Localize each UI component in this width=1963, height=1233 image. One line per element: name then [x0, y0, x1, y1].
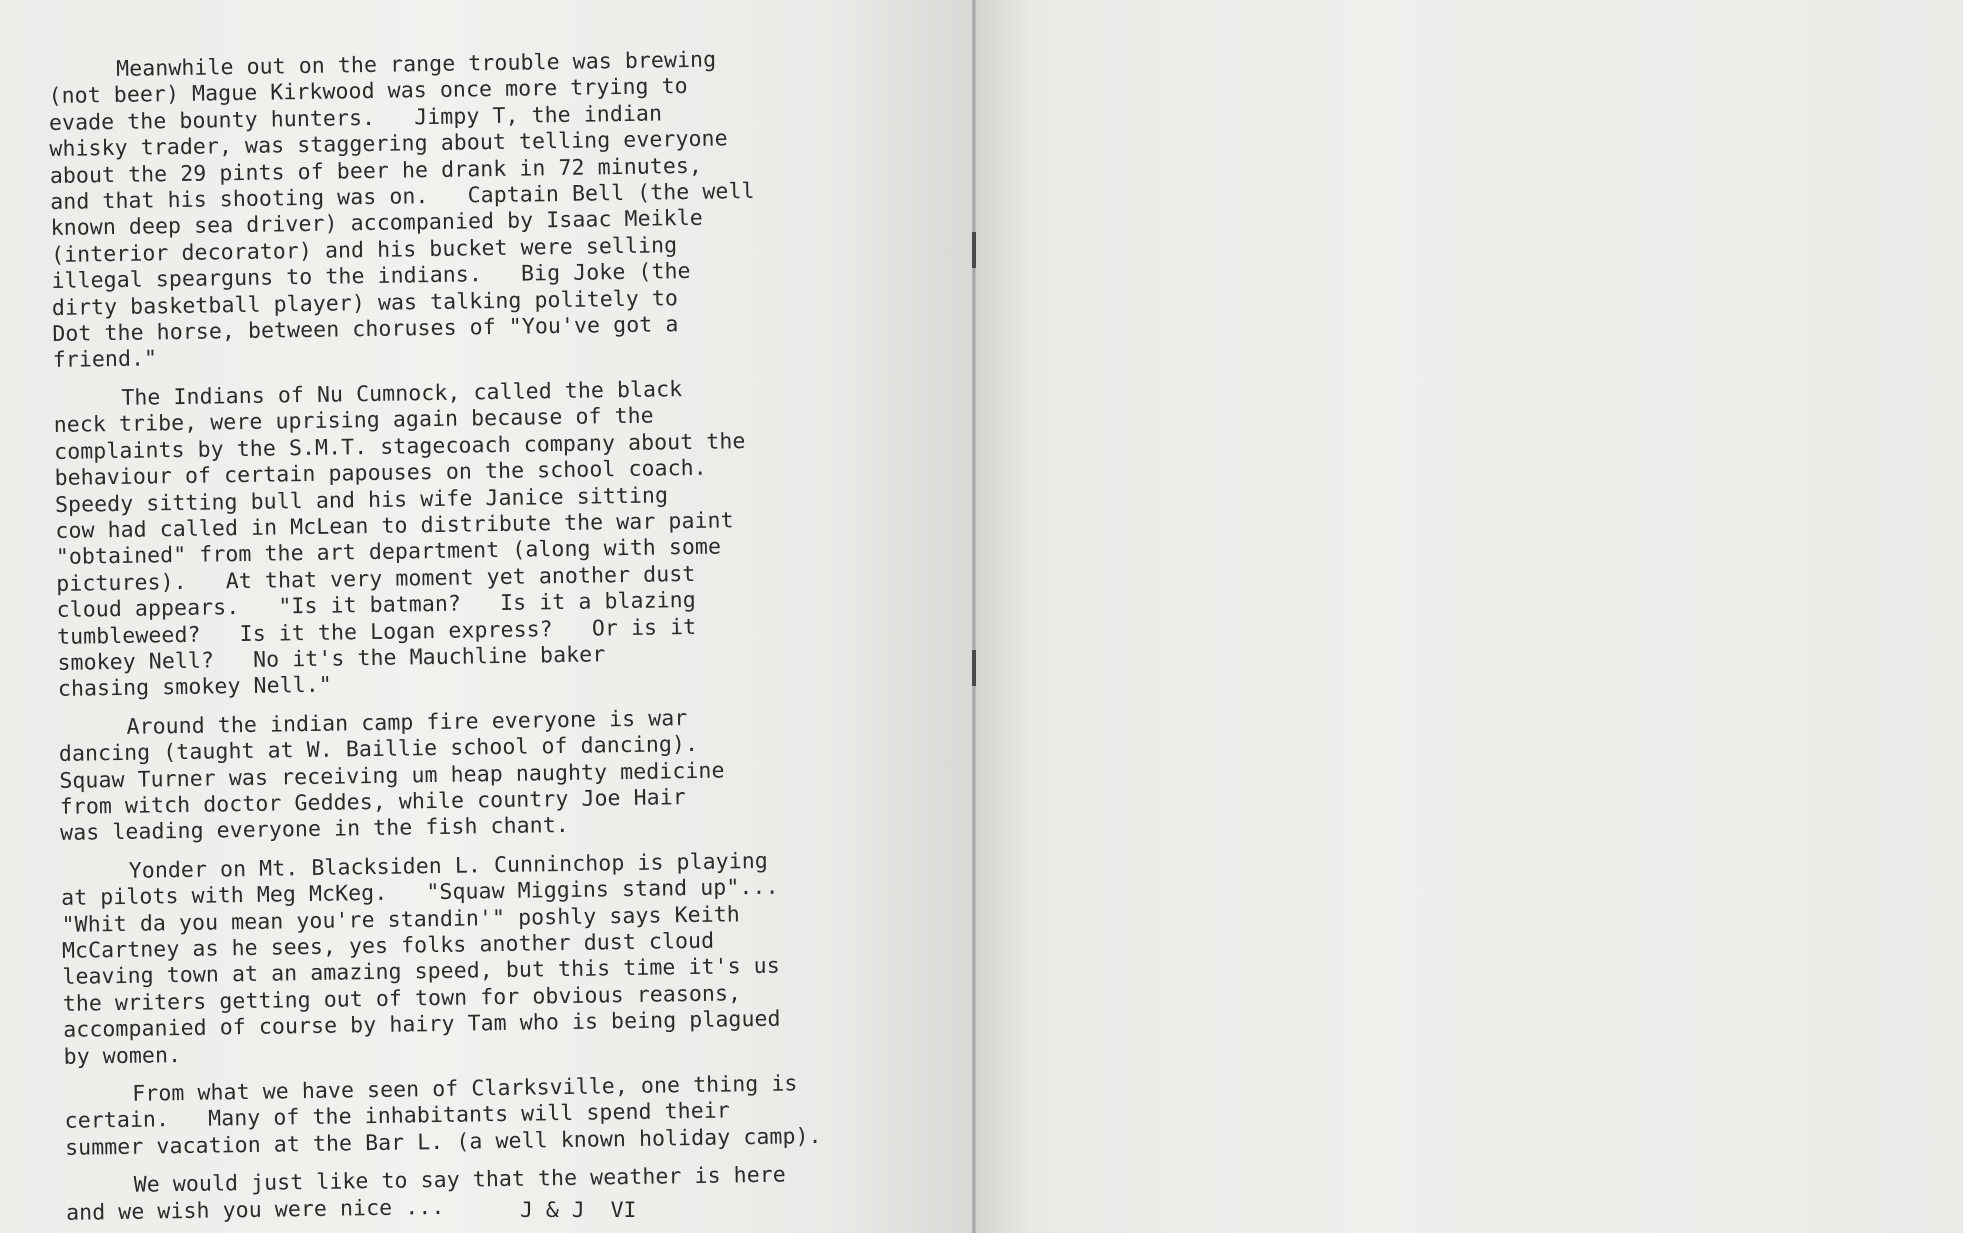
text-line: pictures). At that very moment yet another dust — [56, 561, 696, 597]
story-paragraph-6 — [66, 1160, 947, 1227]
text-line: behaviour of certain papouses on the school coach. — [54, 455, 707, 492]
staple — [972, 650, 976, 686]
story-paragraph-3 — [58, 702, 940, 848]
text-line: (not beer) Mague Kirkwood was once more trying to — [48, 74, 688, 110]
story-paragraph-1 — [48, 44, 933, 375]
text-line: complaints by the S.M.T. stagecoach company about the — [53, 428, 746, 465]
text-line: tumbleweed? Is it the Logan express? Or is it — [56, 614, 697, 650]
author-signature: J & J VI — [520, 1198, 637, 1223]
text-line: smokey Nell? No it's the Mauchline baker — [57, 642, 606, 676]
text-line: "obtained" from the art department (along with some — [55, 534, 722, 571]
text-line: and we wish you were nice ... — [65, 1194, 445, 1226]
text-line: From what we have seen of Clarksville, one thing is — [132, 1071, 798, 1107]
text-line: Squaw Turner was receiving um heap naughty medicine — [59, 758, 725, 794]
text-line: cloud appears. "Is it batman? Is it a blazing — [56, 588, 696, 624]
text-line: whisky trader, was staggering about telling everyone — [49, 126, 728, 163]
text-line: neck tribe, were uprising again because of the — [53, 403, 654, 439]
left-page — [0, 0, 974, 1233]
text-line: Yonder on Mt. Blacksiden L. Cunninchop is playing — [128, 848, 769, 884]
text-line: chasing smokey Nell." — [57, 672, 333, 703]
text-line: We would just like to say that the weather is here — [133, 1162, 787, 1199]
text-line: dancing (taught at W. Baillie school of dancing). — [58, 732, 699, 768]
story-paragraph-4 — [61, 846, 944, 1071]
text-line: about the 29 pints of beer he drank in 72 minutes, — [49, 153, 703, 189]
text-line: Meanwhile out on the range trouble was brewing — [115, 47, 717, 82]
staple — [972, 232, 976, 268]
text-line: at pilots with Meg McKeg. "Squaw Miggins stand up"... — [61, 874, 779, 912]
text-line: was leading everyone in the fish chant. — [59, 813, 570, 847]
text-line: The Indians of Nu Cumnock, called the black — [121, 376, 683, 411]
text-line: known deep sea driver) accompanied by Isaac Meikle — [50, 206, 704, 242]
text-line: friend." — [52, 346, 158, 374]
text-line: Dot the horse, between choruses of "You've got a — [52, 312, 679, 348]
text-line: McCartney as he sees, yes folks another dust cloud — [61, 928, 715, 964]
text-line: dirty basketball player) was talking politely to — [51, 285, 679, 321]
text-line: certain. Many of the inhabitants will spend their — [64, 1098, 731, 1135]
story-column — [48, 44, 946, 1233]
story-paragraph-2 — [53, 373, 938, 704]
text-line: illegal spearguns to the indians. Big Joke (the — [51, 259, 691, 295]
text-line: summer vacation at the Bar L. (a well known holiday camp). — [64, 1123, 822, 1161]
text-line: the writers getting out of town for obvious reasons, — [62, 981, 742, 1017]
right-page — [974, 0, 1963, 1233]
spine-gutter — [972, 0, 976, 1233]
text-line: Around the indian camp fire everyone is war — [126, 705, 688, 740]
text-line: from witch doctor Geddes, while country Joe Hair — [59, 785, 687, 820]
text-line: "Whit da you mean you're standin'" poshly says Keith — [61, 901, 741, 938]
text-line: by women. — [63, 1042, 182, 1070]
text-line: and that his shooting was on. Captain Bell (the well — [50, 178, 755, 216]
text-line: evade the bounty hunters. Jimpy T, the indian — [48, 101, 663, 136]
text-line: cow had called in McLean to distribute the war paint — [55, 508, 734, 544]
story-paragraph-5 — [64, 1069, 945, 1162]
text-line: Speedy sitting bull and his wife Janice sitting — [54, 482, 669, 518]
text-line: (interior decorator) and his bucket were selling — [50, 232, 678, 268]
text-line: accompanied of course by hairy Tam who is being plagued — [63, 1006, 781, 1044]
text-line: leaving town at an amazing speed, but this time it's us — [62, 954, 780, 991]
